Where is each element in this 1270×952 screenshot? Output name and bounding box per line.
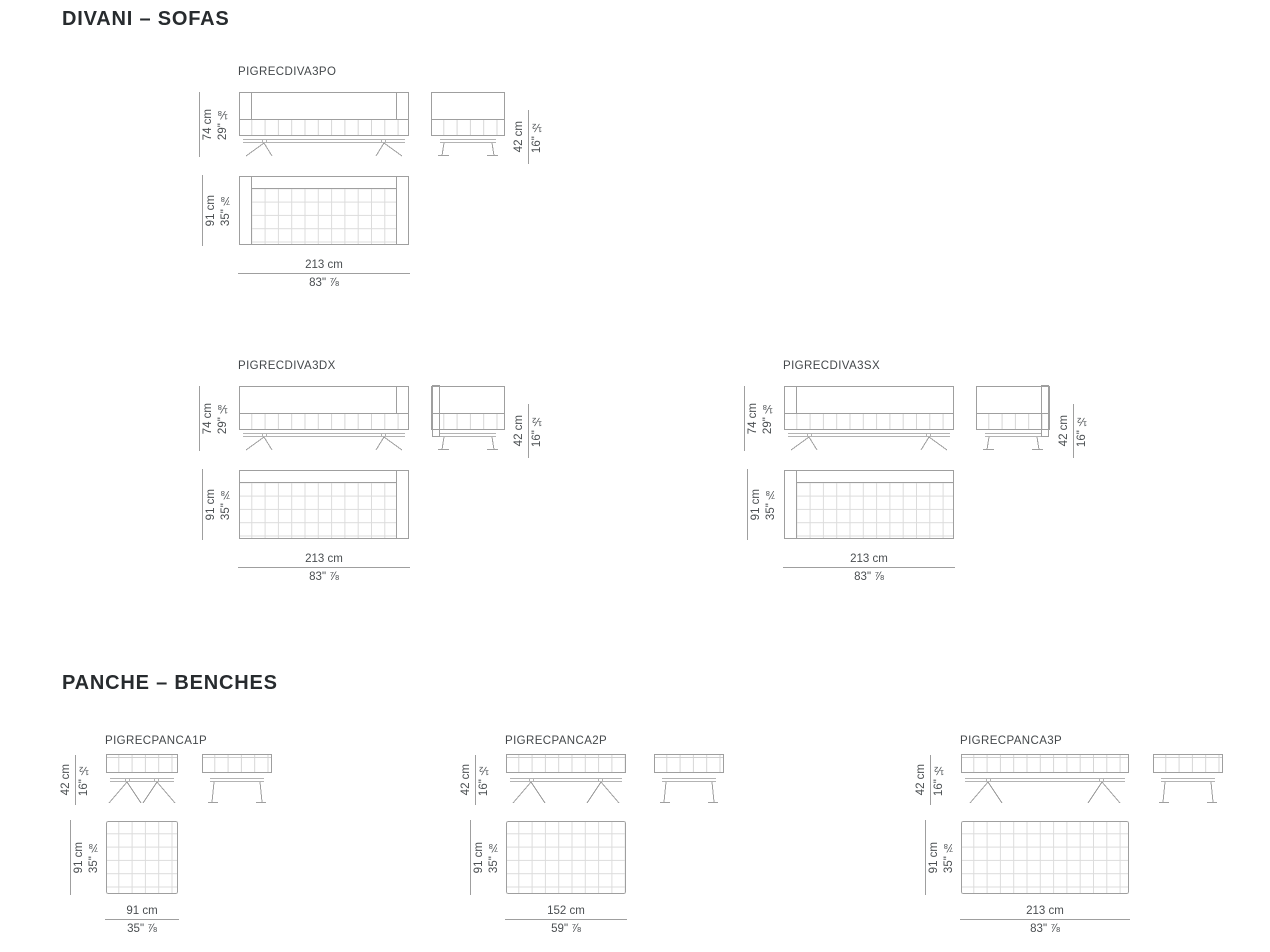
height-dimension: [744, 386, 775, 451]
width-dimension: [238, 258, 410, 290]
width-dimension: [783, 552, 955, 584]
dimension-line: [1073, 404, 1074, 458]
dimension-in: 83" ⅞: [854, 571, 884, 583]
height-dimension: [199, 92, 230, 157]
sofa-side-view: [430, 384, 506, 452]
sofa-top-view: [783, 469, 955, 540]
dimension-cm: 74 cm: [202, 108, 214, 141]
seat-height-dimension: [513, 110, 544, 164]
width-dimension: [960, 904, 1130, 936]
bench-side-view: [201, 753, 273, 805]
dimension-in: 35" ⅞: [765, 488, 777, 521]
section-title-benches: PANCHE – BENCHES: [62, 672, 278, 694]
dimension-in: 35" ⅞: [88, 841, 100, 874]
dimension-in: 16" ½: [78, 763, 90, 797]
dimension-cm: 152 cm: [547, 905, 585, 917]
product-code: PIGRECDIVA3PO: [238, 66, 337, 78]
dimension-line: [75, 755, 76, 805]
bench-side-view: [1152, 753, 1224, 805]
bench-top-view: [505, 820, 627, 895]
bench-front-view: [960, 753, 1130, 805]
sofa-top-view: [238, 469, 410, 540]
dimension-in: 16" ½: [531, 414, 543, 448]
seat-height-dimension: [1058, 404, 1089, 458]
sofa-top-view: [238, 175, 410, 246]
seat-height-dimension: [513, 404, 544, 458]
dimension-in: 35" ⅞: [127, 923, 157, 935]
product-code: PIGRECDIVA3SX: [783, 360, 881, 372]
depth-dimension: [925, 820, 956, 895]
dimension-line: [202, 175, 203, 246]
dimension-cm: 91 cm: [750, 488, 762, 521]
sofa-front-view: [238, 384, 410, 452]
bench-front-view: [505, 753, 627, 805]
dimension-cm: 91 cm: [73, 841, 85, 874]
dimension-cm: 213 cm: [305, 553, 343, 565]
dimension-in: 16" ½: [1076, 414, 1088, 448]
dimension-cm: 42 cm: [460, 764, 472, 796]
dimension-cm: 213 cm: [850, 553, 888, 565]
dimension-line: [960, 919, 1130, 920]
width-dimension: [505, 904, 627, 936]
dimension-line: [70, 820, 71, 895]
height-dimension: [199, 386, 230, 451]
depth-dimension: [747, 469, 778, 540]
dimension-in: 29" ⅛: [217, 108, 229, 141]
product-code: PIGRECDIVA3DX: [238, 360, 336, 372]
dimension-cm: 74 cm: [202, 402, 214, 435]
dimension-line: [528, 404, 529, 458]
dimension-cm: 91 cm: [126, 905, 158, 917]
section-title-sofas: DIVANI – SOFAS: [62, 8, 230, 30]
dimension-cm: 213 cm: [1026, 905, 1064, 917]
dimension-cm: 74 cm: [747, 402, 759, 435]
dimension-in: 16" ½: [933, 763, 945, 797]
dimension-line: [747, 469, 748, 540]
depth-dimension: [70, 820, 101, 895]
dimension-in: 16" ½: [478, 763, 490, 797]
depth-dimension: [470, 820, 501, 895]
dimension-cm: 42 cm: [513, 415, 525, 447]
product-code: PIGRECPANCA3P: [960, 735, 1063, 747]
dimension-line: [199, 386, 200, 451]
dimension-cm: 42 cm: [60, 764, 72, 796]
dimension-line: [238, 567, 410, 568]
product-code: PIGRECPANCA2P: [505, 735, 608, 747]
dimension-in: 35" ⅞: [943, 841, 955, 874]
dimension-line: [475, 755, 476, 805]
dimension-cm: 91 cm: [928, 841, 940, 874]
dimension-cm: 213 cm: [305, 259, 343, 271]
dimension-in: 83" ⅞: [1030, 923, 1060, 935]
dimension-in: 29" ⅛: [762, 402, 774, 435]
product-code: PIGRECPANCA1P: [105, 735, 208, 747]
bench-side-view: [653, 753, 725, 805]
dimension-in: 83" ⅞: [309, 571, 339, 583]
dimension-line: [199, 92, 200, 157]
dimension-line: [925, 820, 926, 895]
dimension-line: [744, 386, 745, 451]
sofa-front-view: [783, 384, 955, 452]
dimension-cm: 42 cm: [915, 764, 927, 796]
seat-height-dimension: [915, 755, 946, 805]
dimension-in: 16" ½: [531, 120, 543, 154]
dimension-line: [202, 469, 203, 540]
dimension-cm: 42 cm: [1058, 415, 1070, 447]
depth-dimension: [202, 175, 233, 246]
dimension-line: [105, 919, 179, 920]
dimension-cm: 42 cm: [513, 121, 525, 153]
depth-dimension: [202, 469, 233, 540]
dimension-cm: 91 cm: [205, 488, 217, 521]
dimension-line: [470, 820, 471, 895]
dimension-cm: 91 cm: [473, 841, 485, 874]
dimension-in: 35" ⅞: [220, 194, 232, 227]
sofa-side-view: [430, 90, 506, 158]
dimension-in: 29" ⅛: [217, 402, 229, 435]
dimension-line: [528, 110, 529, 164]
dimension-in: 83" ⅞: [309, 277, 339, 289]
width-dimension: [105, 904, 179, 936]
bench-front-view: [105, 753, 179, 805]
seat-height-dimension: [460, 755, 491, 805]
dimension-cm: 91 cm: [205, 194, 217, 227]
sofa-front-view: [238, 90, 410, 158]
bench-top-view: [105, 820, 179, 895]
dimension-line: [930, 755, 931, 805]
width-dimension: [238, 552, 410, 584]
dimension-in: 35" ⅞: [220, 488, 232, 521]
dimension-in: 59" ⅞: [551, 923, 581, 935]
dimension-line: [505, 919, 627, 920]
dimension-in: 35" ⅞: [488, 841, 500, 874]
seat-height-dimension: [60, 755, 91, 805]
sofa-side-view: [975, 384, 1051, 452]
bench-top-view: [960, 820, 1130, 895]
dimension-line: [783, 567, 955, 568]
dimension-line: [238, 273, 410, 274]
